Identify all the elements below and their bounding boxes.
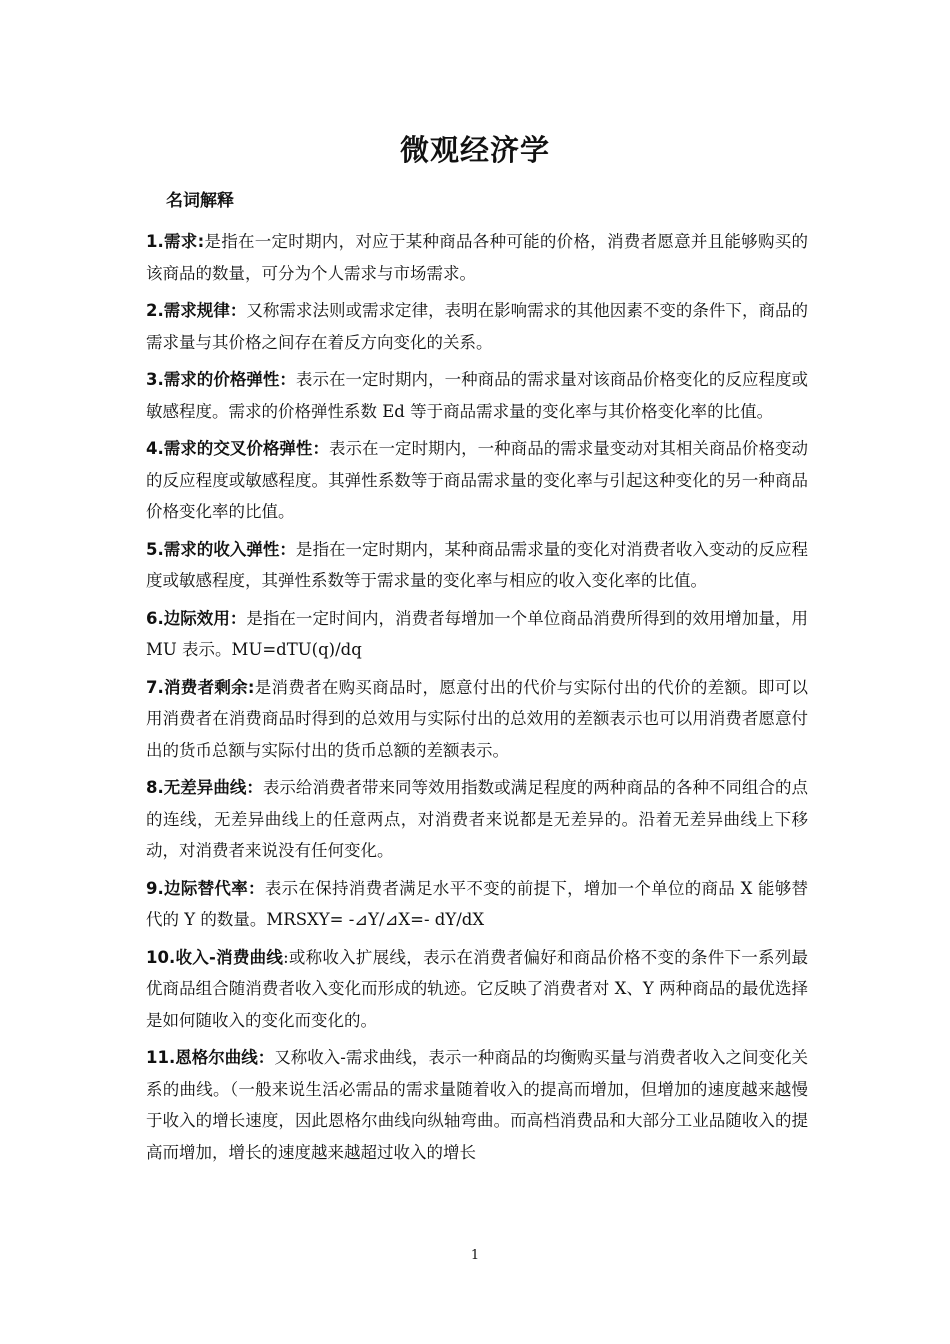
term-item [146,942,808,1037]
term-item [146,672,808,767]
term-item [146,772,808,867]
term-item [146,603,808,666]
term-body: 是指在一定时期内，某种商品需求量的变化对消费者收入变动的反应程度或敏感程度，其弹性系数等于需求量的变化率与相应的收入变化率的比值。 [146,539,808,590]
term-body: 是消费者在购买商品时，愿意付出的代价与实际付出的代价的差额。即可以用消费者在消费商品时得到的总效用与实际付出的总效用的差额表示也可以用消费者愿意付出的货币总额与实际付出的货币总额的差额表示。 [146,677,808,760]
term-head: 6.边际效用： [146,608,247,628]
document-title: 微观经济学 [399,133,550,167]
term-head: 2.需求规律： [146,301,247,320]
term-item [146,1042,808,1168]
term-body: 表示在保持消费者满足水平不变的前提下，增加一个单位的商品 X 能够替代的 Y 的数量。MRSXY= -⊿Y/⊿X=- dY/dX [146,878,809,929]
term-body: 表示在一定时期内，一种商品的需求量对该商品价格变化的反应程度或敏感程度。需求的价格弹性系数 Ed 等于商品需求量的变化率与其价格变化率的比值。 [146,370,808,421]
page-number: 1 [470,1248,480,1263]
term-head: 7.消费者剩余: [146,677,255,697]
term-body: 是指在一定时间内，消费者每增加一个单位商品消费所得到的效用增加量，用 MU 表示。MU=dTU(q)/dq [146,608,809,659]
term-body: 表示在一定时期内，一种商品的需求量变动对其相关商品价格变动的反应程度或敏感程度。其弹性系数等于商品需求量的变化率与引起这种变化的另一种商品价格变化率的比值。 [146,439,809,521]
section-heading: 名词解释 [166,191,234,211]
term-item [146,295,808,358]
term-body: 又称需求法则或需求定律，表明在影响需求的其他因素不变的条件下，商品的需求量与其价格之间存在着反方向变化的关系。 [146,301,809,352]
term-body: 表示给消费者带来同等效用指数或满足程度的两种商品的各种不同组合的点的连线，无差异曲线上的任意两点，对消费者来说都是无差异的。沿着无差异曲线上下移动，对消费者来说没有任何变化。 [146,778,809,860]
term-head: 4.需求的交叉价格弹性： [146,439,329,458]
term-item [146,364,808,427]
term-item [146,873,808,936]
term-head: 9.边际替代率： [146,878,265,898]
term-item [146,226,808,289]
term-item [146,433,808,528]
term-body: 又称收入-需求曲线，表示一种商品的均衡购买量与消费者收入之间变化关系的曲线。（一般来说生活必需品的需求量随着收入的提高而增加，但增加的速度越来越慢于收入的增长速度，因此恩格尔曲线向纵轴弯曲。而高档消费品和大部分工业品随收入的提高而增加，增长的速度越来越超过收入的增长 [146,1048,808,1162]
term-body: :或称收入扩展线，表示在消费者偏好和商品价格不变的条件下一系列最优商品组合随消费者收入变化而形成的轨迹。它反映了消费者对 X、Y 两种商品的最优选择是如何随收入的变化而变化的。 [146,947,809,1030]
term-head: 8.无差异曲线： [146,778,263,797]
term-list [146,226,808,1174]
term-head: 11.恩格尔曲线： [146,1048,275,1067]
term-body: 是指在一定时期内，对应于某种商品各种可能的价格，消费者愿意并且能够购买的该商品的数量，可分为个人需求与市场需求。 [146,232,808,283]
term-head: 5.需求的收入弹性： [146,539,296,559]
term-head: 10.收入-消费曲线 [146,947,284,967]
term-head: 3.需求的价格弹性： [146,370,296,389]
term-head: 1.需求: [146,232,205,251]
term-item [146,534,808,597]
